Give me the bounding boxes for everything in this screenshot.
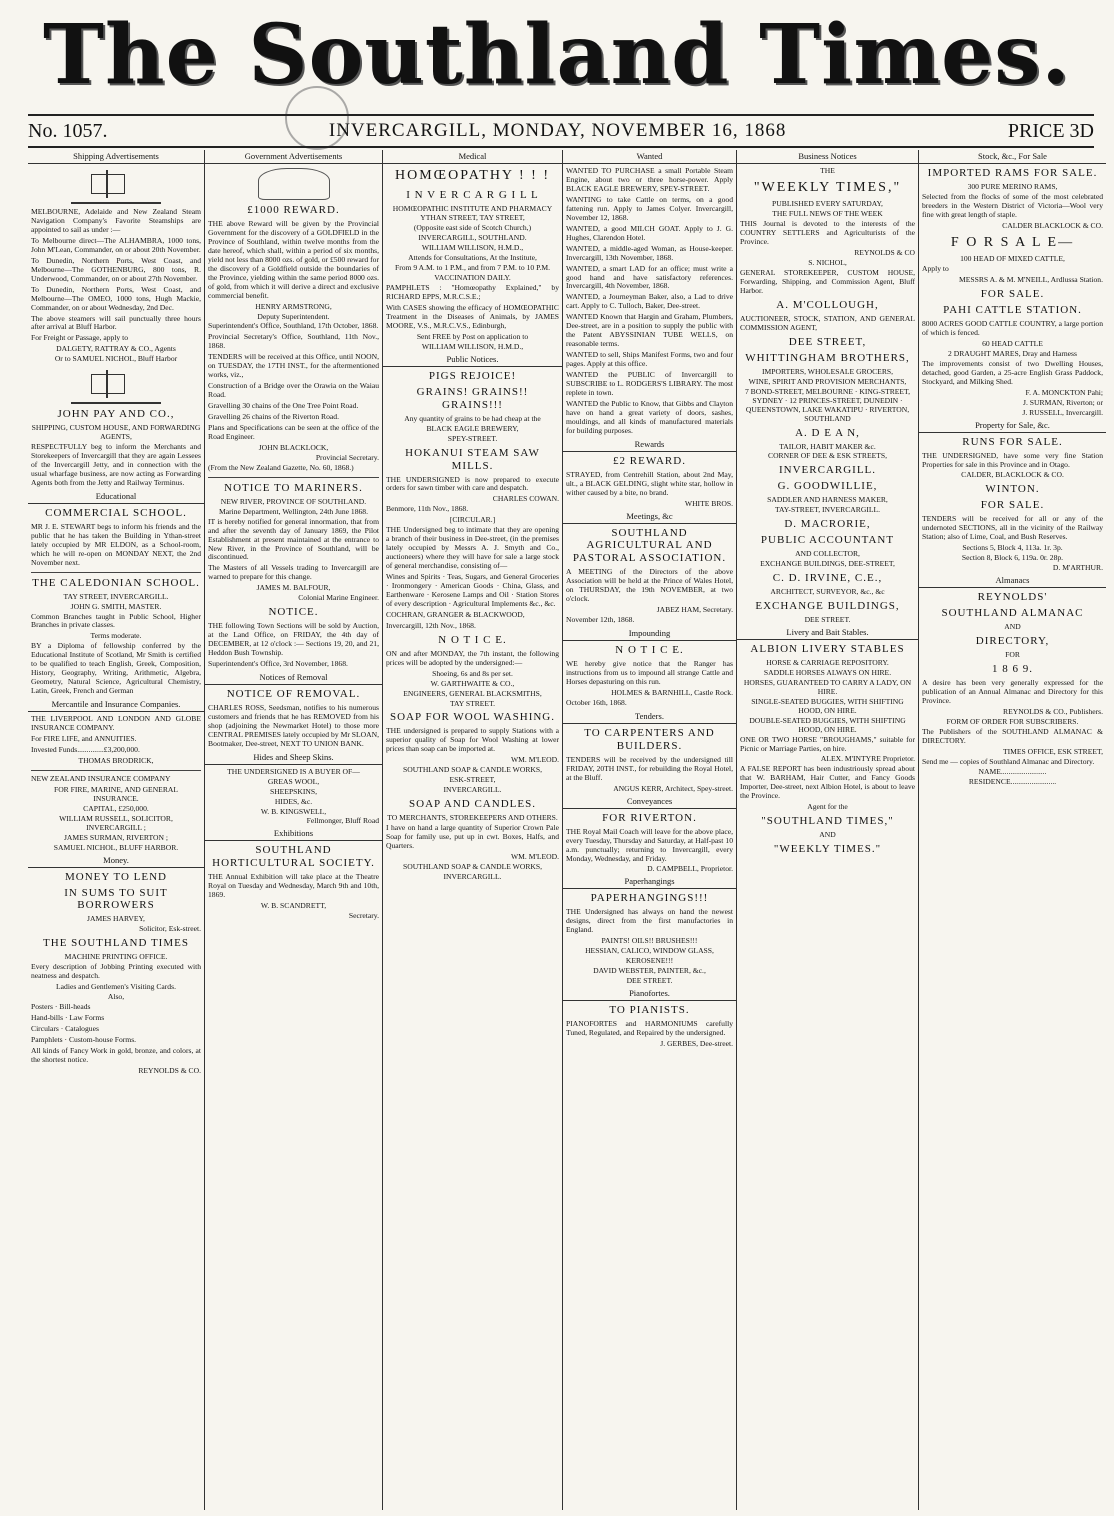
ad-signature: COCHRAN, GRANGER & BLACKWOOD, [386, 609, 525, 619]
ad-text: ON and after MONDAY, the 7th instant, the following prices will be adopted by the undersigned:— [386, 648, 559, 667]
ad-heading: PAPERHANGINGS!!! [590, 892, 709, 905]
divider [31, 572, 201, 573]
ad-signature: D. M'ARTHUR. [1052, 563, 1103, 573]
ad-text: Construction of a Bridge over the Orawia on the Waiau Road. [208, 381, 379, 400]
ad-signature: D. CAMPBELL, Proprietor. [647, 864, 733, 874]
section-heading: Rewards [563, 438, 736, 452]
ad-signature: JAMES M. BALFOUR, [256, 583, 331, 593]
ad-text: AUCTIONEER, STOCK, STATION, AND GENERAL COMMISSION AGENT, [740, 313, 915, 332]
ad-signature: W. B. KINGSWELL, [260, 806, 327, 816]
column-4 [563, 150, 737, 1510]
ad-text: From 9 A.M. to 1 P.M., and from 7 P.M. to 10 P.M. [394, 263, 551, 273]
price: PRICE 3D [1007, 119, 1094, 142]
ad-text: Also, [107, 992, 125, 1002]
ad-text: The improvements consist of two Dwelling Houses, detached, good Garden, a 25-acre English Grass Paddock, Stockyard, and Milking Shed. [922, 358, 1103, 386]
ad-heading: "SOUTHLAND TIMES," [761, 815, 894, 828]
ad-text: ESK-STREET, [449, 775, 496, 785]
ad-text: I have on hand a large quantity of Superior Crown Pale Soap for family use, put up in cwt. Boxes, Halfs, and Quarters. [386, 823, 559, 850]
ad-text: TAY-STREET, INVERCARGILL. [774, 505, 881, 515]
ad-subheading: FORM OF ORDER FOR SUBSCRIBERS. [946, 716, 1079, 726]
ad-subheading: ENGINEERS, GENERAL BLACKSMITHS, [403, 688, 542, 698]
columns [28, 150, 1106, 1510]
ad-text: PAMPHLETS : "Homœopathy Explained," by RICHARD EPPS, M.R.C.S.E.; [386, 283, 559, 302]
ad-text: To Melbourne direct—The ALHAMBRA, 1000 tons, John M'Lean, Commander, on or about 20th November. [31, 235, 201, 254]
ad-heading: RUNS FOR SALE. [962, 435, 1063, 448]
ad-signature: REYNOLDS & CO., Publishers. [1003, 706, 1103, 716]
ad-signature: WM. M'LEOD. [511, 851, 559, 861]
ad-heading: INVERCARGILL. [778, 464, 877, 477]
ad-text: October 16th, 1868. [566, 697, 627, 707]
ad-signature: F. A. MONCKTON Pahi; [1025, 387, 1103, 397]
ad-text: (From the New Zealand Gazette, No. 60, 1868.) [208, 462, 354, 472]
ad-text: (Opposite east side of Scotch Church,) [413, 223, 532, 233]
ad-heading: DIRECTORY, [975, 635, 1050, 647]
ad-text: AND [1004, 622, 1021, 632]
ad-text: TENDERS will be received at this Office, until NOON, on TUESDAY, the 17TH INST., for the aftermentioned works, viz., [208, 352, 379, 380]
section-heading: Conveyances [563, 795, 736, 809]
ad-signature: ALEX. M'INTYRE Proprietor. [820, 754, 915, 764]
ad-text: A desire has been very generally expressed for the publication of an Annual Almanac and Directory for this Province. [922, 677, 1103, 705]
ad-signature: REYNOLDS & CO. [138, 1065, 201, 1075]
ad-signature: JAMES SURMAN, RIVERTON ; [63, 832, 169, 842]
ad-heading: A. M'COLLOUGH, [776, 299, 879, 312]
ad-text: ONE OR TWO HORSE "BROUGHAMS," suitable for Picnic or Marriage Parties, on hire. [740, 734, 915, 753]
section-heading: Money. [28, 854, 204, 868]
ad-signature: Or to SAMUEL NICHOL, Bluff Harbor [54, 354, 178, 364]
ad-subheading: THE FULL NEWS OF THE WEEK [772, 209, 883, 219]
ad-signature: S. NICHOL, [808, 258, 847, 268]
ad-text: THE [820, 166, 835, 176]
ad-heading: FOR RIVERTON. [602, 811, 697, 824]
ad-text: SPEY-STREET. [447, 433, 498, 443]
ad-subheading: DOUBLE-SEATED BUGGIES, WITH SHIFTING HOOD, ON HIRE. [749, 715, 906, 734]
ad-subheading: NEW RIVER, PROVINCE OF SOUTHLAND. [220, 496, 367, 506]
ad-signature: HOLMES & BARNHILL, Castle Rock. [611, 687, 733, 697]
ad-text: MR J. E. STEWART begs to inform his friends and the public that he has taken the Building in Ythan-street lately occupied by MR ELDON, as a School-room, which he will re-open on MONDAY NEXT, the 2nd November next. [31, 521, 201, 567]
ad-heading: £2 REWARD. [613, 454, 686, 467]
ad-text: THE Annual Exhibition will take place at the Theatre Royal on Tuesday and Wednesday, March 9th and 10th, 1869. [208, 872, 379, 900]
ad-heading: 1 8 6 9. [992, 662, 1033, 675]
ad-text: CHARLES ROSS, Seedsman, notifies to his numerous customers and friends that he has REMOVED from his shop (adjoining the Newmarket Hotel) to those more CENTRAL PREMISES lately occupied by Mr SLOAN, Bootmaker, Dee-street, NEXT TO UNION BANK. [208, 702, 379, 748]
ad-text: WANTED the PUBLIC of Invercargill to SUBSCRIBE to L. RODGERS'S LIBRARY. The most replete in town. [566, 370, 733, 397]
ad-subheading: 2 DRAUGHT MARES, Dray and Harness [948, 348, 1077, 358]
ad-heading: TO CARPENTERS AND BUILDERS. [584, 726, 715, 752]
ad-text: TAY STREET. [449, 698, 496, 708]
ad-text: WE hereby give notice that the Ranger has instructions from us to impound all strange Cattle and Horses depasturing on this run. [566, 659, 733, 687]
ad-heading: THE LIVERPOOL AND LONDON AND GLOBE INSURANCE COMPANY. [31, 714, 201, 733]
ad-heading: N O T I C E. [615, 644, 684, 657]
ad-heading: COMMERCIAL SCHOOL. [45, 506, 187, 519]
ad-heading: SOUTHLAND HORTICULTURAL SOCIETY. [212, 844, 375, 870]
ad-subheading: SINGLE-SEATED BUGGIES, WITH SHIFTING HOOD, ON HIRE. [751, 696, 904, 715]
ad-text: Terms moderate. [90, 631, 142, 641]
ad-text: Shoeing, 6s and 8s per set. [432, 668, 513, 678]
ad-text: INVERCARGILL, SOUTHLAND. [418, 233, 527, 243]
ad-text: Apply to [922, 264, 949, 274]
ad-text: INVERCARGILL. [443, 871, 502, 881]
section-heading: Almanacs [919, 574, 1106, 588]
column-6 [919, 150, 1106, 1510]
ad-text: Ladies and Gentlemen's Visiting Cards. [56, 982, 176, 992]
ad-signature: WILLIAM WILLISON, H.M.D., [421, 243, 524, 253]
section-heading: Public Notices. [383, 353, 562, 367]
ad-signature: JAMES HARVEY, [87, 914, 145, 924]
ad-heading: IN SUMS TO SUIT BORROWERS [64, 886, 168, 912]
ad-subheading: HOMŒOPATHIC INSTITUTE AND PHARMACY [392, 203, 553, 213]
ad-signature: JABEZ HAM, Secretary. [656, 605, 733, 615]
ad-text: FOR [1005, 649, 1020, 659]
ad-heading: A. D E A N, [795, 426, 860, 439]
section-heading: Shipping Advertisements [28, 150, 204, 164]
ad-signature: SAMUEL NICHOL, BLUFF HARBOR. [53, 842, 179, 852]
section-heading: Exhibitions [205, 827, 382, 841]
masthead [0, 0, 1114, 112]
ad-heading: HOMŒOPATHY ! ! ! [394, 168, 551, 184]
ad-text: With CASES showing the efficacy of HOMŒOPATHIC Treatment in the Diseases of Animals, by JAMES MOORE, V.S., M.R.C.V.S., Edinburgh, [386, 303, 559, 330]
ad-signature: WILLIAM WILLISON, H.M.D., [421, 341, 524, 351]
ad-heading: NEW ZEALAND INSURANCE COMPANY [31, 773, 171, 783]
ad-text: IT is hereby notified for general innormation, that from and after the seventh day of January 1869, the Pilot Establishment at present maintained at the entrance to New River, in the Province of Southland, will be discontinued. [208, 516, 379, 562]
ad-text: 7 BOND-STREET, MELBOURNE · KING-STREET, SYDNEY · 12 PRINCES-STREET, DUNEDIN · QUEENSTOWN, LAKE WAKATIPU · RIVERTON, SOUTHLAND [744, 386, 911, 423]
ad-signature: Colonial Marine Engineer. [298, 593, 379, 603]
section-heading: Paperhangings [563, 875, 736, 889]
section-heading: Stock, &c., For Sale [919, 150, 1106, 164]
ad-heading: "WEEKLY TIMES." [773, 843, 882, 856]
ad-heading: N O T I C E. [438, 633, 507, 646]
ad-subheading: SHIPPING, CUSTOM HOUSE, AND FORWARDING AGENTS, [31, 423, 201, 442]
ad-signature: W. GARTHWAITE & CO., [430, 678, 515, 688]
ad-subheading: FOR FIRE, MARINE, AND GENERAL INSURANCE. [53, 784, 179, 803]
column-2 [205, 150, 383, 1510]
ad-heading: C. D. IRVINE, C.E., [772, 572, 883, 585]
ad-text: AND [819, 830, 836, 840]
ad-text: For Freight or Passage, apply to [31, 333, 129, 343]
ad-text: The above steamers will sail punctually three hours after arrival at Bluff Harbor. [31, 313, 201, 332]
section-heading: Government Advertisements [205, 150, 382, 164]
ad-text: Gravelling 30 chains of the One Tree Point Road. [208, 401, 359, 411]
dateline [28, 114, 1094, 148]
ad-heading: SOAP AND CANDLES. [409, 798, 536, 811]
column-3 [383, 150, 563, 1510]
steamship-illustration [71, 168, 161, 204]
ad-text: Every description of Jobbing Printing executed with neatness and despatch. [31, 962, 201, 981]
ad-text: Superintendent's Office, 3rd November, 1868. [208, 659, 348, 668]
ad-signature: J. SURMAN, Riverton; or [1023, 397, 1103, 407]
ad-heading: SOUTHLAND ALMANAC [941, 607, 1084, 620]
section-heading: Business Notices [737, 150, 918, 164]
ad-subheading: SADDLER AND HARNESS MAKER, [767, 495, 888, 505]
ad-signature: ANGUS KERR, Architect, Spey-street. [613, 783, 733, 793]
ad-heading: REYNOLDS' [977, 591, 1048, 604]
ad-heading: FOR SALE. [980, 288, 1045, 301]
section-heading: Mercantile and Insurance Companies. [28, 698, 204, 712]
divider [31, 770, 201, 771]
ad-text: WANTING to take Cattle on terms, on a good fattening run. Apply to James Colyer. Invercargill, November 12, 1868. [566, 194, 733, 222]
place-date: INVERCARGILL, MONDAY, NOVEMBER 16, 1868 [328, 120, 787, 141]
ad-heading: £1000 REWARD. [247, 204, 340, 217]
ad-text: Benmore, 11th Nov., 1868. [386, 504, 469, 514]
ad-heading: ALBION LIVERY STABLES [750, 642, 905, 655]
ad-text: To Dunedin, Northern Ports, West Coast, and Melbourne—The GOTHENBURG, 800 tons, R. Underwood, Commander, on or about 27th November. [31, 255, 201, 283]
ad-text: THE UNDERSIGNED, have some very fine Station Properties for sale in this Province and in Otago. [922, 450, 1103, 469]
ad-subheading: AND COLLECTOR, [795, 549, 860, 559]
ad-subheading: KEROSENE!!! [625, 956, 674, 966]
ad-text: WANTED TO PURCHASE a small Portable Steam Engine, about two or three horse-power. Apply BLACK EAGLE BREWERY, SPEY-STREET. [566, 166, 733, 193]
ad-text: Sections 5, Block 4, 113a. 1r. 3p. [962, 543, 1063, 553]
section-heading: Property for Sale, &c. [919, 419, 1106, 433]
ad-text: 8000 ACRES GOOD CATTLE COUNTRY, a large portion of which is fenced. [922, 319, 1103, 338]
ad-subheading: CORNER OF DEE & ESK STREETS, [768, 451, 887, 461]
ad-subheading: 100 HEAD OF MIXED CATTLE, [960, 254, 1065, 264]
ad-signature: Deputy Superintendent. [257, 311, 330, 321]
ad-text: Common Branches taught in Public School, Higher Branches in private classes. [31, 611, 201, 630]
ad-text: Gravelling 26 chains of the Riverton Road. [208, 412, 339, 422]
ad-signature: CALDER BLACKLOCK & CO. [1002, 220, 1103, 230]
ad-heading: G. GOODWILLIE, [777, 480, 878, 493]
ad-text: Wines and Spirits · Teas, Sugars, and General Groceries · Ironmongery · American Goods · China, Glass, and Earthenware · Kerosene Lamps and Oil · Station Stores of every description · Agricultural Implements &c., &c. [386, 572, 559, 608]
ad-text: DEE STREET. [626, 976, 673, 986]
ad-signature: CHARLES COWAN. [492, 494, 559, 504]
ad-signature: HENRY ARMSTRONG, [255, 301, 332, 311]
ad-subheading: TAY STREET, INVERCARGILL. [63, 591, 169, 601]
ad-heading: EXCHANGE BUILDINGS, [755, 600, 900, 613]
ad-text: November 12th, 1868. [566, 615, 635, 625]
ad-text: MELBOURNE, Adelaide and New Zealand Steam Navigation Company's Favorite Steamships are appointed to sail as under :— [31, 207, 201, 234]
ad-text: Pamphlets · Custom-house Forms. [31, 1034, 137, 1044]
ad-heading: NOTICE OF REMOVAL. [226, 687, 361, 700]
ad-text: Provincial Secretary's Office, Southland, 11th Nov., 1868. [208, 332, 379, 351]
ad-signature: CALDER, BLACKLOCK & CO. [961, 470, 1064, 480]
ad-heading: "WEEKLY TIMES," [753, 179, 902, 195]
column-1 [28, 150, 205, 1510]
ad-subheading: PAINTS! OILS!! BRUSHES!!! [601, 936, 698, 946]
ad-heading: THE SOUTHLAND TIMES [43, 937, 189, 950]
ad-text: VACCINATION DAILY. [434, 273, 511, 283]
ad-text: Sent FREE by Post on application to [416, 331, 529, 341]
ad-subheading: 300 PURE MERINO RAMS, [967, 181, 1058, 191]
ad-signature: REYNOLDS & CO [854, 248, 915, 258]
ad-signature: DALGETY, RATTRAY & CO., Agents [56, 344, 176, 354]
ad-text: TENDERS will be received for all or any of the undernoted SECTIONS, all in the vicinity of the Railway Station; also of Lime, Coal, and Bush Reserves. [922, 514, 1103, 542]
ad-text: Posters · Bill-heads [31, 1002, 91, 1012]
ad-signature: JOHN G. SMITH, MASTER. [70, 601, 162, 611]
steamship-illustration [71, 368, 161, 404]
ad-text: PIANOFORTES and HARMONIUMS carefully Tuned, Regulated, and Repaired by the undersigned. [566, 1019, 733, 1037]
ad-text: THIS Journal is devoted to the interests of the COUNTRY SETTLERS and Agriculturists of the Province. [740, 219, 915, 247]
ad-signature: WILLIAM RUSSELL, SOLICITOR, INVERCARGILL ; [59, 813, 173, 832]
ad-text: The Publishers of the SOUTHLAND ALMANAC & DIRECTORY. [922, 726, 1103, 745]
ad-signature: J. RUSSELL, Invercargill. [1022, 407, 1103, 417]
ad-text: THE undersigned is prepared to supply Stations with a superior quality of Soap for Wool Washing at lower prices than soap can be imported at. [386, 726, 559, 754]
ad-text: A MEETING of the Directors of the above Association will be held at the Prince of Wales Hotel, on THURSDAY, the 19th NOVEMBER, at two o'clock. [566, 567, 733, 604]
ad-heading: GRAINS! GRAINS!! GRAINS!!! [416, 385, 529, 411]
ad-text: Send me — copies of Southland Almanac and Directory. [922, 756, 1095, 766]
ad-heading: NOTICE. [268, 606, 319, 619]
ad-text: Superintendent's Office, Southland, 17th October, 1868. [208, 321, 379, 331]
ad-signature: Fellmonger, Bluff Road [306, 816, 379, 826]
ad-text: Marine Department, Wellington, 24th June 1868. [219, 506, 368, 516]
ad-text: DEE STREET. [804, 615, 851, 624]
ad-heading: DEE STREET, [788, 335, 867, 348]
ad-text: Section 8, Block 6, 119a. 0r. 28p. [961, 553, 1064, 563]
ad-heading: D. MACRORIE, [784, 518, 871, 531]
ad-heading: PIGS REJOICE! [428, 369, 517, 382]
ad-heading: PAHI CATTLE STATION. [943, 304, 1082, 317]
ad-text: For FIRE LIFE, and ANNUITIES. [31, 734, 137, 744]
ad-text: WANTED to sell, Ships Manifest Forms, two and four pages. Apply at this office. [566, 350, 733, 369]
ad-subheading: PUBLISHED EVERY SATURDAY, [772, 199, 883, 209]
ad-signature: W. B. SCANDRETT, [260, 901, 327, 911]
ad-heading: WHITTINGHAM BROTHERS, [745, 351, 910, 364]
ad-heading: NOTICE TO MARINERS. [224, 481, 363, 494]
coat-of-arms-illustration [258, 168, 330, 200]
ad-text: BY a Diploma of fellowship conferred by the Educational Institute of Scotland, Mr Smith is certified to be qualified to teach English, Greek, Composition, History, Geography, Writing, Arithmetic, Algebra, Geometry, Natural Science, Agricultural Chemistry, Latin, Greek, French and German [31, 641, 201, 696]
ad-text: THE Royal Mail Coach will leave for the above place, every Tuesday, Thursday and Saturday, at Half-past 10 a.m. punctually; returning to Invercargill, every Monday, Wednesday, and Friday. [566, 826, 733, 863]
ad-text: To Dunedin, Northern Ports, West Coast, and Melbourne—The OMEO, 1000 tons, Hugh Mackie, Commander, on or about Wednesday, 2nd Dec. [31, 284, 201, 312]
ad-text: Invested Funds..............£3,200,000. [31, 744, 140, 754]
ad-subheading: SOUTHLAND SOAP & CANDLE WORKS, [402, 765, 543, 775]
ad-text: Invercargill, 12th Nov., 1868. [386, 620, 476, 630]
section-heading: Notices of Removal [205, 671, 382, 685]
section-heading: Pianofortes. [563, 987, 736, 1001]
issue-number: No. 1057. [28, 119, 108, 142]
ad-subheading: SOUTHLAND SOAP & CANDLE WORKS, [402, 861, 543, 871]
ad-heading: THE UNDERSIGNED IS A BUYER OF— [227, 766, 360, 776]
ad-text: WANTED, a middle-aged Woman, as House-keeper. Invercargill, 13th November, 1868. [566, 243, 733, 262]
ad-signature: Provincial Secretary. [315, 452, 379, 462]
ad-text: TENDERS will be received by the undersigned till FRIDAY, 20TH INST., for rebuilding the Royal Hotel, at the Bluff. [566, 754, 733, 782]
ad-heading: F O R S A L E— [950, 234, 1075, 250]
ad-heading: SOAP FOR WOOL WASHING. [389, 711, 556, 724]
ad-heading: FOR SALE. [980, 499, 1045, 512]
ad-text: WANTED the Public to Know, that Gibbs and Clayton have on hand a great variety of doors, sashes, mouldings, and all kinds of manufactured materials for building purposes. [566, 398, 733, 435]
section-heading: Wanted [563, 150, 736, 164]
ad-text: THE Undersigned beg to intimate that they are opening a branch of their business in Dee-street, (in the premises lately occupied by Messrs A. J. Smyth and Co., auctioneers) where they will have for sale a large stock of general merchandise, consisting of— [386, 525, 559, 571]
ad-text: TIMES OFFICE, ESK STREET, [1002, 746, 1103, 756]
ad-text: WANTED, a Journeyman Baker, also, a Lad to drive cart. Apply to C. Tulloch, Baker, Dee-street. [566, 292, 733, 311]
section-heading: Tenders. [563, 710, 736, 724]
ad-heading: MONEY TO LEND [64, 870, 167, 883]
ad-text: STRAYED, from Centrehill Station, about 2nd May, ult., a BLACK GELDING, slight white star, hollow in wither caused by a bite, no brand. [566, 469, 733, 497]
ad-heading: SOUTHLAND AGRICULTURAL AND PASTORAL ASSOCIATION. [572, 526, 727, 565]
ad-signature: THOMAS BRODRICK, [78, 755, 154, 765]
ad-signature: Secretary. [348, 911, 379, 921]
ad-text: THE Undersigned has always on hand the newest designs, direct from the first manufactories in England. [566, 907, 733, 935]
ad-signature: MESSRS A. & M. M'NEILL, Ardlussa Station. [959, 275, 1103, 285]
ad-heading: JOHN PAY AND CO., [57, 408, 175, 421]
ad-subheading: TAILOR, HABIT MAKER &c. [779, 441, 876, 451]
section-heading: Livery and Bait Stables. [737, 626, 918, 640]
ad-text: Circulars · Catalogues [31, 1023, 99, 1033]
ad-subheading: BLACK EAGLE BREWERY, [426, 423, 519, 433]
ad-signature: J. GERBES, Dee-street. [660, 1038, 733, 1048]
ad-subheading: HESSIAN, CALICO, WINDOW GLASS, [585, 946, 714, 956]
ad-text: The Masters of all Vessels trading to Invercargill are warned to prepare for this change. [208, 563, 379, 582]
ad-text: CAPITAL, £250,000. [83, 803, 149, 813]
ad-text: INVERCARGILL. [443, 785, 502, 795]
ad-heading: WINTON. [985, 483, 1040, 496]
column-5 [737, 150, 919, 1510]
ad-heading: I N V E R C A R G I L L [406, 188, 539, 201]
ad-heading: HOKANUI STEAM SAW MILLS. [405, 446, 540, 472]
ad-signature: DAVID WEBSTER, PAINTER, &c., [593, 966, 706, 976]
divider [208, 477, 379, 478]
ad-text: SHEEPSKINS, [269, 786, 318, 796]
ad-text: RESIDENCE........................ [968, 777, 1057, 787]
ad-text: WANTED, a smart LAD for an office; must write a good hand and have satisfactory references. Invercargill, 4th November, 1868. [566, 263, 733, 291]
ad-text: EXCHANGE BUILDINGS, DEE-STREET, [760, 559, 895, 569]
ad-subheading: WINE, SPIRIT AND PROVISION MERCHANTS, [748, 376, 907, 386]
ad-heading: THE CALEDONIAN SCHOOL. [32, 576, 200, 589]
ad-text: RESPECTFULLY beg to inform the Merchants and Storekeepers of Invercargill that they are again Lessees of the Invercargill Jetty, and in connection with the usual wharfage business, are now acting as Forwarding Agents both from the Jetty and Railway Terminus. [31, 442, 201, 487]
newspaper-title: The Southland Times. [43, 7, 1071, 103]
ad-text: Hand-bills · Law Forms [31, 1013, 105, 1023]
ad-text: Plans and Specifications can be seen at the office of the Road Engineer. [208, 423, 379, 441]
ad-signature: Solicitor, Esk-street. [139, 924, 201, 934]
ad-text: HIDES, &c. [274, 796, 313, 806]
ad-subheading: TO MERCHANTS, STOREKEEPERS AND OTHERS. [387, 813, 558, 823]
ad-subheading: YTHAN STREET, TAY STREET, [420, 213, 525, 223]
ad-heading: PUBLIC ACCOUNTANT [760, 534, 895, 547]
ad-heading: IMPORTED RAMS FOR SALE. [927, 167, 1098, 180]
ad-subheading: [CIRCULAR.] [449, 515, 496, 525]
ad-text: All kinds of Fancy Work in gold, bronze, and colors, at the shortest notice. [31, 1045, 201, 1064]
section-heading: Meetings, &c [563, 510, 736, 524]
ad-text: THE following Town Sections will be sold by Auction, at the Land Office, on FRIDAY, the 4th day of DECEMBER, at 12 o'clock :— Sections 19, 20, and 21, Heddon Bush Township. [208, 621, 379, 658]
ad-signature: WM. M'LEOD. [511, 755, 559, 765]
ad-subheading: IMPORTERS, WHOLESALE GROCERS, [761, 366, 894, 376]
ad-subheading: MACHINE PRINTING OFFICE. [64, 952, 168, 962]
ad-text: NAME........................ [978, 767, 1047, 777]
ad-text: GENERAL STOREKEEPER, CUSTOM HOUSE, Forwarding, Shipping, and Commission Agent, Bluff Harbor. [740, 268, 915, 296]
ad-subheading: HORSE & CARRIAGE REPOSITORY. [766, 657, 889, 667]
ad-text: Attends for Consultations, At the Institute, [408, 253, 537, 263]
ad-text: GREAS WOOL, [267, 776, 320, 786]
ad-text: WANTED Known that Hargin and Graham, Plumbers, Dee-street, are in a position to supply the public with the Patent ABYSSINIAN TUBE WELLS, on reasonable terms. [566, 312, 733, 349]
ad-text: Agent for the [807, 802, 848, 812]
ad-subheading: ARCHITECT, SURVEYOR, &c., &c [770, 587, 885, 597]
section-heading: Medical [383, 150, 562, 164]
ad-signature: JOHN BLACKLOCK, [258, 442, 329, 452]
ad-heading: TO PIANISTS. [609, 1004, 690, 1017]
ad-text: WANTED, a good MILCH GOAT. Apply to J. G. Hughes, Clarendon Hotel. [566, 223, 733, 242]
section-heading: Educational [28, 490, 204, 504]
ad-subheading: HORSES, GUARANTEED TO CARRY A LADY, ON HIRE. [743, 677, 912, 696]
ad-text: THE above Reward will be given by the Provincial Government for the discovery of a GOLDFIELD in the Province of Southland, within twelve months from the date hereof, which shall, within a period of six months, yield not less than 8000 ozs. of gold, or £500 reward for the discovery of a Goldfield outside the boundaries of the Province, yielding within the same period 8000 ozs. of gold, from which it will derive a direct and exclusive commercial benefit. [208, 218, 379, 300]
section-heading: Impounding [563, 627, 736, 641]
ad-text: Any quantity of grains to be had cheap at the [404, 413, 541, 423]
ad-subheading: SADDLE HORSES ALWAYS ON HIRE. [763, 667, 892, 677]
section-heading: Hides and Sheep Skins. [205, 751, 382, 765]
ad-text: A FALSE REPORT has been industriously spread about that W. BARHAM, Hair Cutter, and Fancy Goods Importer, Dee-street, next Albion Hotel, is about to leave the Province. [740, 764, 915, 801]
ad-subheading: 60 HEAD CATTLE [982, 338, 1043, 348]
ad-text: Selected from the flocks of some of the most celebrated breeders in the Western District of Victoria—Wool very fine with great length of staple. [922, 191, 1103, 219]
ad-text: THE UNDERSIGNED is now prepared to execute orders for sawn timber with care and despatch. [386, 474, 559, 493]
ad-signature: WHITE BROS. [684, 498, 733, 508]
